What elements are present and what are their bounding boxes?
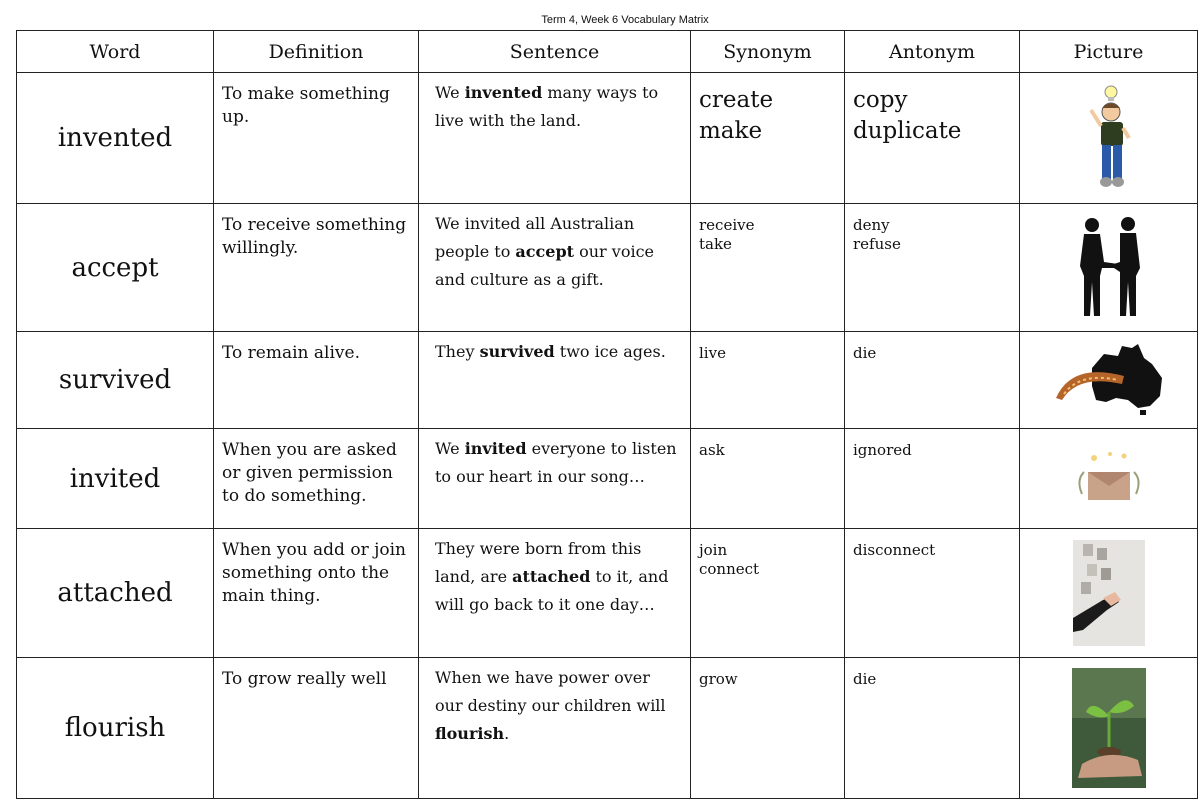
antonym-cell [845,204,1020,332]
sentence-text: When we have power over our destiny our children will [435,668,666,715]
australia-boomerang-picture [1052,340,1166,420]
sentence-text: everyone to listen to our heart in our song… [435,439,677,486]
antonym: die [853,670,877,688]
synonym-cell [691,529,845,658]
word-cell: flourish [17,658,214,799]
sentence-cell [419,332,691,429]
sentence-keyword: invited [464,439,527,458]
antonym: deny [853,216,890,234]
synonym: join [699,541,728,559]
picture-cell [1020,429,1198,529]
picture-cell [1020,332,1198,429]
synonym-cell [691,332,845,429]
sentence-cell [419,73,691,204]
table-row [17,658,1198,799]
antonym-cell [845,429,1020,529]
definition-cell: To remain alive. [214,332,419,429]
photos-on-wall-picture [1073,540,1145,646]
sentence-keyword: flourish [435,724,505,743]
invitation-envelope-picture [1074,450,1144,508]
synonym: create [699,87,774,113]
synonym: grow [699,670,738,688]
sentence-text: two ice ages. [554,342,666,361]
antonym: refuse [853,235,901,253]
header-synonym: Synonym [691,31,845,73]
word-cell: attached [17,529,214,658]
sentence-cell [419,529,691,658]
header-antonym: Antonym [845,31,1020,73]
picture-cell [1020,204,1198,332]
sentence-text: . [504,724,510,743]
word-cell: invented [17,73,214,204]
sentence-text: We [435,83,465,102]
antonym-cell [845,332,1020,429]
synonym: receive [699,216,755,234]
header-definition: Definition [214,31,419,73]
sentence-cell [419,204,691,332]
antonym: duplicate [853,118,962,144]
antonym-cell [845,658,1020,799]
table-row [17,529,1198,658]
table-row [17,429,1198,529]
definition-cell: To grow really well [214,658,419,799]
definition-cell: When you add or join something onto the main thing. [214,529,419,658]
antonym-cell [845,529,1020,658]
sentence-keyword: accept [515,242,575,261]
header-word: Word [17,31,214,73]
document-title: Term 4, Week 6 Vocabulary Matrix [541,14,709,26]
antonym: die [853,344,877,362]
word-cell: survived [17,332,214,429]
sentence-keyword: survived [479,342,555,361]
synonym-cell [691,658,845,799]
synonym-cell [691,204,845,332]
word-cell: accept [17,204,214,332]
antonym: disconnect [853,541,936,559]
sentence-text: We invited all Australian people to [435,214,635,261]
synonym: take [699,235,732,253]
synonym-cell [691,73,845,204]
sentence-keyword: invented [464,83,543,102]
sentence-cell [419,429,691,529]
antonym: copy [853,87,908,113]
synonym: live [699,344,726,362]
sentence-text: They [435,342,480,361]
picture-cell [1020,73,1198,204]
definition-cell: To make something up. [214,73,419,204]
sentence-text: many ways to live with the land. [435,83,659,130]
seedling-in-hand-picture [1072,668,1146,788]
definition-cell: When you are asked or given permission to do something. [214,429,419,529]
table-row [17,332,1198,429]
picture-cell [1020,529,1198,658]
table-row [17,73,1198,204]
header-picture: Picture [1020,31,1198,73]
header-row [17,31,1198,73]
synonym: make [699,118,763,144]
sentence-text: They were born from this land, are [435,539,642,586]
definition-cell: To receive something willingly. [214,204,419,332]
sentence-keyword: attached [512,567,591,586]
header-sentence: Sentence [419,31,691,73]
synonym: connect [699,560,760,578]
sentence-text: to it, and will go back to it one day… [435,567,669,614]
sentence-text: our voice and culture as a gift. [435,242,654,289]
synonym-cell [691,429,845,529]
table-row [17,204,1198,332]
synonym: ask [699,441,725,459]
boy-idea-picture [1079,82,1139,194]
handshake-silhouette-picture [1074,216,1144,320]
word-cell: invited [17,429,214,529]
vocabulary-matrix-table [16,30,1198,799]
sentence-text: We [435,439,465,458]
antonym-cell [845,73,1020,204]
picture-cell [1020,658,1198,799]
sentence-cell [419,658,691,799]
antonym: ignored [853,441,912,459]
